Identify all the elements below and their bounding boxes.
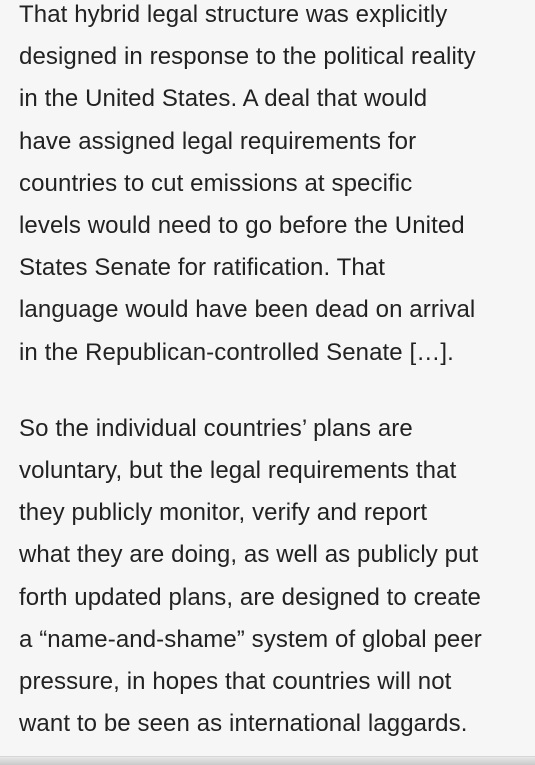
bottom-scroll-edge: [0, 756, 535, 765]
article-paragraph-1: That hybrid legal structure was explicitly designed in response to the political reality in the United States. A deal that would have assigned legal requirements for countries to cut emissions at specific levels would need to go before the United States Senate for ratification. That language would have been dead on arrival in the Republican-controlled Senate […].: [19, 1, 476, 366]
article-body: [19, 0, 524, 745]
article-paragraph-2: So the individual countries’ plans are voluntary, but the legal requirements that they publicly monitor, verify and report what they are doing, as well as publicly put forth updated plans, are designed to create a “name-and-shame” system of global peer pressure, in hopes that countries will not want to be seen as international laggards.: [19, 414, 482, 738]
